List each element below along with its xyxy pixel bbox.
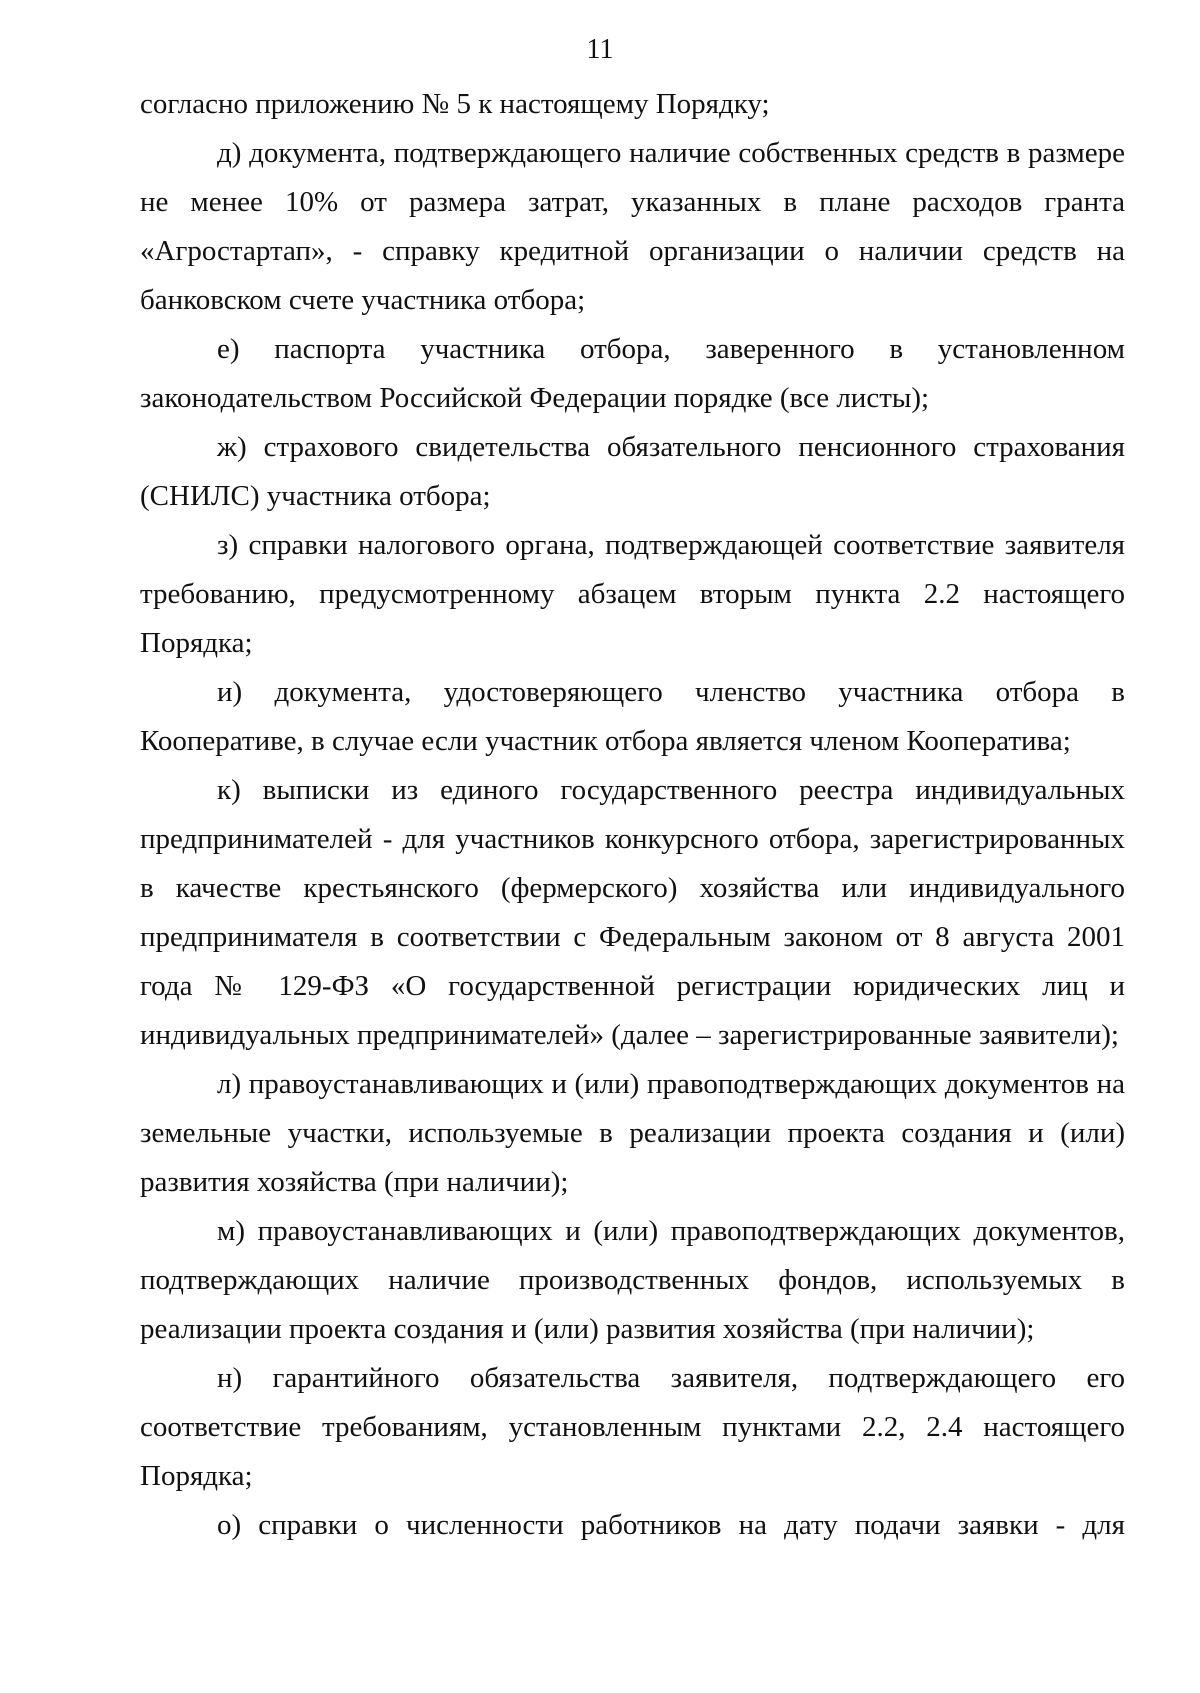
paragraph-continuation: согласно приложению № 5 к настоящему Порядку; [140,88,770,120]
page-number: 11 [586,34,614,65]
paragraph-item-i: и) документа, удостоверяющего членство участника отбора в Кооперативе, в случае если участник отбора является членом Кооператива; [140,676,1125,757]
paragraph-item-e: е) паспорта участника отбора, заверенного в установленном законодательством Российской Федерации порядке (все листы); [140,333,1125,414]
paragraph-item-d: д) документа, подтверждающего наличие собственных средств в размере не менее 10% от размера затрат, указанных в плане расходов гранта «Агростартап», - справку кредитной организации о наличии средств на банковском счете участника отбора; [140,137,1125,316]
document-body [140,80,1125,1550]
paragraph-item-o: о) справки о численности работников на дату подачи заявки - для [217,1509,1125,1541]
paragraph-item-k: к) выписки из единого государственного реестра индивидуальных предпринимателей - для участников конкурсного отбора, зарегистрированных в качестве крестьянского (фермерского) хозяйства или индивидуального предпринимателя в соответствии с Федеральным законом от 8 августа 2001 года № 129-ФЗ «О государственной регистрации юридических лиц и индивидуальных предпринимателей» (далее – зарегистрированные заявители); [140,774,1125,1051]
paragraph-item-m: м) правоустанавливающих и (или) правоподтверждающих документов, подтверждающих наличие производственных фондов, используемых в реализации проекта создания и (или) развития хозяйства (при наличии); [140,1215,1125,1345]
paragraph-item-l: л) правоустанавливающих и (или) правоподтверждающих документов на земельные участки, используемые в реализации проекта создания и (или) развития хозяйства (при наличии); [140,1068,1125,1198]
paragraph-item-zh: ж) страхового свидетельства обязательного пенсионного страхования (СНИЛС) участника отбора; [140,431,1125,512]
paragraph-item-z: з) справки налогового органа, подтверждающей соответствие заявителя требованию, предусмотренному абзацем вторым пункта 2.2 настоящего Порядка; [140,529,1125,659]
paragraph-item-n: н) гарантийного обязательства заявителя, подтверждающего его соответствие требованиям, установленным пунктами 2.2, 2.4 настоящего Порядка; [140,1362,1125,1492]
